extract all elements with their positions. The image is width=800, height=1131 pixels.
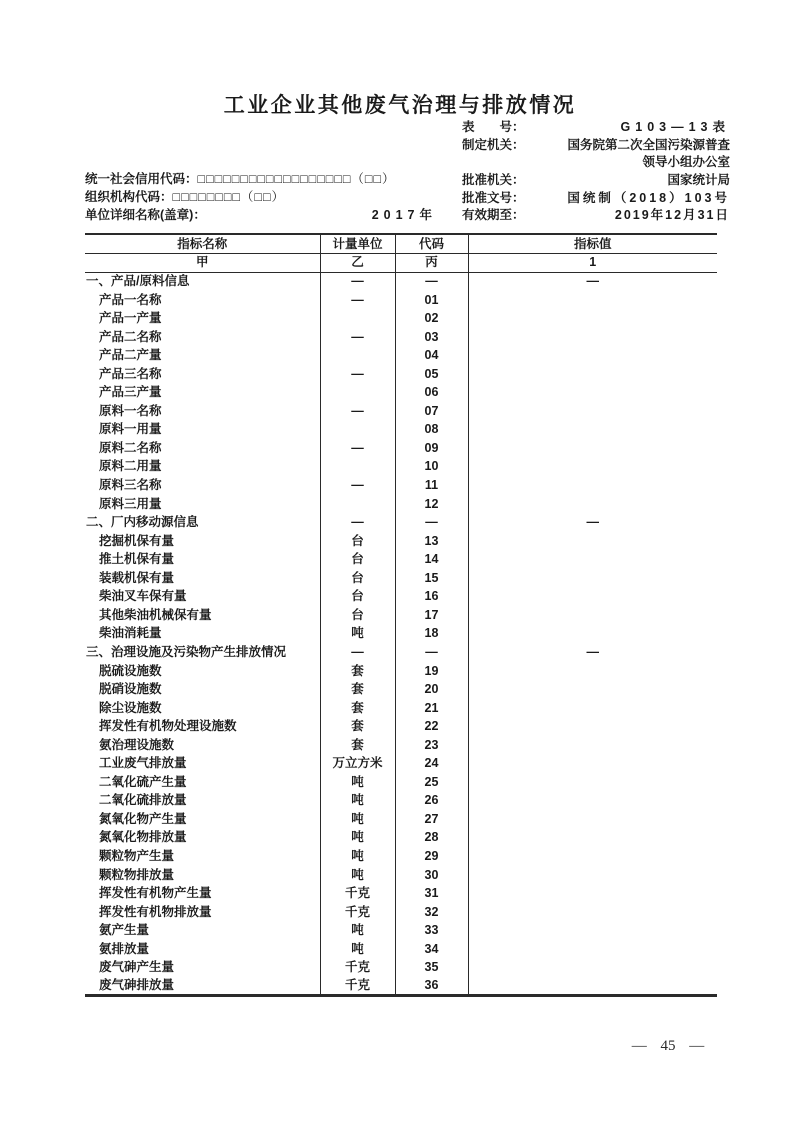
- table-row: [85, 699, 717, 718]
- indicator-table: [85, 233, 717, 997]
- org-code-boxes: □□□□□□□□（□□）: [172, 190, 286, 205]
- maker-value-line2: 领导小组办公室: [642, 155, 730, 170]
- table-row: [85, 977, 717, 996]
- indicator-table-body: [85, 272, 717, 995]
- cell-unit: 套: [320, 736, 395, 755]
- cell-indicator-name: 氨排放量: [85, 940, 320, 959]
- cell-indicator-name: 氮氧化物产生量: [85, 810, 320, 829]
- table-row: [85, 291, 717, 310]
- cell-code: 34: [395, 940, 468, 959]
- cell-unit: 套: [320, 717, 395, 736]
- table-row: [85, 736, 717, 755]
- cell-code: 01: [395, 291, 468, 310]
- maker-value-line1: 国务院第二次全国污染源普查: [567, 137, 730, 152]
- report-year: 2017年: [371, 208, 437, 223]
- cell-indicator-name: 原料三用量: [85, 495, 320, 514]
- cell-unit: 吨: [320, 828, 395, 847]
- cell-code: 32: [395, 903, 468, 922]
- cell-indicator-name: 颗粒物产生量: [85, 847, 320, 866]
- table-row: [85, 439, 717, 458]
- cell-indicator-name: 产品一名称: [85, 291, 320, 310]
- cell-indicator-name: 挥发性有机物排放量: [85, 903, 320, 922]
- cell-indicator-name: 产品二产量: [85, 346, 320, 365]
- cell-unit: 吨: [320, 940, 395, 959]
- cell-indicator-name: 废气砷产生量: [85, 958, 320, 977]
- cell-indicator-name: 三、治理设施及污染物产生排放情况: [85, 643, 320, 662]
- cell-unit: 吨: [320, 866, 395, 885]
- cell-unit: 吨: [320, 921, 395, 940]
- cell-indicator-name: 装载机保有量: [85, 569, 320, 588]
- cell-value: —: [586, 515, 599, 530]
- table-row: [85, 569, 717, 588]
- cell-unit: 吨: [320, 847, 395, 866]
- cell-unit: —: [320, 643, 395, 662]
- cell-value: [468, 365, 717, 384]
- cell-value: [468, 439, 717, 458]
- table-row: [85, 550, 717, 569]
- table-row: [85, 866, 717, 885]
- cell-value: [468, 680, 717, 699]
- cell-code: 12: [395, 495, 468, 514]
- indicator-table-head: [85, 234, 717, 272]
- unit-name-label: 单位详细名称(盖章)：: [85, 208, 206, 223]
- cell-unit: —: [320, 476, 395, 495]
- cell-unit: —: [320, 272, 395, 291]
- cell-unit: 台: [320, 550, 395, 569]
- table-row: [85, 754, 717, 773]
- cell-code: 23: [395, 736, 468, 755]
- cell-value: [468, 810, 717, 829]
- table-row: [85, 328, 717, 347]
- cell-value: [468, 736, 717, 755]
- cell-code: 26: [395, 791, 468, 810]
- cell-unit: 台: [320, 587, 395, 606]
- cell-unit: 套: [320, 699, 395, 718]
- cell-value: [468, 940, 717, 959]
- cell-indicator-name: 二氧化硫排放量: [85, 791, 320, 810]
- cell-indicator-name: 除尘设施数: [85, 699, 320, 718]
- cell-code: 02: [395, 309, 468, 328]
- table-row: [85, 773, 717, 792]
- cell-value: [468, 754, 717, 773]
- cell-code: 16: [395, 587, 468, 606]
- page-number: — 45 —: [631, 1038, 705, 1054]
- cell-unit: [320, 457, 395, 476]
- cell-value: —: [586, 274, 599, 289]
- cell-code: 19: [395, 661, 468, 680]
- cell-indicator-name: 氨治理设施数: [85, 736, 320, 755]
- cell-unit: 千克: [320, 977, 395, 996]
- table-row: [85, 272, 717, 291]
- cell-indicator-name: 原料二用量: [85, 457, 320, 476]
- cell-indicator-name: 其他柴油机械保有量: [85, 606, 320, 625]
- cell-indicator-name: 一、产品/原料信息: [85, 272, 320, 291]
- cell-code: 36: [395, 977, 468, 996]
- cell-value: [468, 402, 717, 421]
- cell-indicator-name: 原料二名称: [85, 439, 320, 458]
- cell-code: 25: [395, 773, 468, 792]
- page-title: 工业企业其他废气治理与排放情况: [223, 93, 577, 117]
- cell-code: —: [395, 272, 468, 291]
- cell-unit: 吨: [320, 791, 395, 810]
- table-row: [85, 717, 717, 736]
- cell-unit: [320, 383, 395, 402]
- table-row: [85, 309, 717, 328]
- cell-code: 03: [395, 328, 468, 347]
- table-row: [85, 847, 717, 866]
- form-number-value: G103—13表: [620, 120, 730, 134]
- table-row: [85, 495, 717, 514]
- table-row: [85, 680, 717, 699]
- doc-number-value: 国统制（2018）103号: [567, 190, 730, 205]
- cell-indicator-name: 原料三名称: [85, 476, 320, 495]
- cell-indicator-name: 氨产生量: [85, 921, 320, 940]
- cell-value: [468, 828, 717, 847]
- form-number-row: [462, 119, 730, 137]
- cell-code: 07: [395, 402, 468, 421]
- cell-code: 04: [395, 346, 468, 365]
- cell-indicator-name: 产品三名称: [85, 365, 320, 384]
- valid-until-row: [462, 207, 730, 225]
- cell-value: [468, 884, 717, 903]
- cell-unit: —: [320, 402, 395, 421]
- cell-unit: 套: [320, 680, 395, 699]
- table-row: [85, 383, 717, 402]
- cell-indicator-name: 原料一名称: [85, 402, 320, 421]
- cell-value: [468, 550, 717, 569]
- cell-unit: 台: [320, 606, 395, 625]
- cell-unit: 吨: [320, 624, 395, 643]
- cell-code: —: [395, 643, 468, 662]
- cell-value: [468, 328, 717, 347]
- cell-code: 10: [395, 457, 468, 476]
- cell-indicator-name: 推土机保有量: [85, 550, 320, 569]
- maker-row-2: [462, 154, 730, 172]
- cell-value: [468, 569, 717, 588]
- cell-code: 22: [395, 717, 468, 736]
- unit-meta-block: [85, 170, 437, 225]
- cell-value: [468, 699, 717, 718]
- cell-code: 15: [395, 569, 468, 588]
- cell-value: [468, 346, 717, 365]
- cell-indicator-name: 产品三产量: [85, 383, 320, 402]
- subheader-bing: 丙: [395, 253, 468, 272]
- cell-indicator-name: 二、厂内移动源信息: [85, 513, 320, 532]
- cell-code: 06: [395, 383, 468, 402]
- cell-indicator-name: 产品一产量: [85, 309, 320, 328]
- table-row: [85, 958, 717, 977]
- table-row: [85, 606, 717, 625]
- cell-unit: [320, 420, 395, 439]
- cell-indicator-name: 柴油消耗量: [85, 624, 320, 643]
- cell-indicator-name: 挖掘机保有量: [85, 532, 320, 551]
- table-row: [85, 903, 717, 922]
- cell-unit: 套: [320, 661, 395, 680]
- cell-unit: 台: [320, 532, 395, 551]
- doc-number-label: 批准文号：: [462, 190, 525, 205]
- cell-indicator-name: 废气砷排放量: [85, 977, 320, 996]
- cell-unit: —: [320, 328, 395, 347]
- table-row: [85, 457, 717, 476]
- cell-code: 08: [395, 420, 468, 439]
- cell-value: [468, 661, 717, 680]
- table-row: [85, 513, 717, 532]
- cell-code: 24: [395, 754, 468, 773]
- cell-unit: 千克: [320, 903, 395, 922]
- unit-name-row: [85, 206, 437, 224]
- cell-unit: 千克: [320, 958, 395, 977]
- table-row: [85, 791, 717, 810]
- cell-code: 09: [395, 439, 468, 458]
- cell-value: [468, 420, 717, 439]
- cell-indicator-name: 工业废气排放量: [85, 754, 320, 773]
- table-header-row: [85, 234, 717, 253]
- credit-code-row: [85, 170, 437, 188]
- cell-indicator-name: 挥发性有机物产生量: [85, 884, 320, 903]
- valid-until-label: 有效期至：: [462, 208, 525, 223]
- table-row: [85, 365, 717, 384]
- table-row: [85, 828, 717, 847]
- table-row: [85, 420, 717, 439]
- cell-code: 21: [395, 699, 468, 718]
- cell-value: [468, 717, 717, 736]
- table-row: [85, 532, 717, 551]
- cell-value: [468, 773, 717, 792]
- table-row: [85, 940, 717, 959]
- cell-indicator-name: 脱硫设施数: [85, 661, 320, 680]
- cell-unit: 吨: [320, 810, 395, 829]
- cell-code: 17: [395, 606, 468, 625]
- cell-value: [468, 624, 717, 643]
- header-indicator-name: 指标名称: [85, 234, 320, 253]
- cell-unit: —: [320, 513, 395, 532]
- form-number-label: 表 号：: [462, 120, 525, 134]
- approver-value: 国家统计局: [667, 173, 730, 188]
- cell-value: [468, 309, 717, 328]
- cell-code: 27: [395, 810, 468, 829]
- doc-number-row: [462, 190, 730, 208]
- cell-code: 18: [395, 624, 468, 643]
- approver-row: [462, 172, 730, 190]
- cell-code: 28: [395, 828, 468, 847]
- header-code: 代码: [395, 234, 468, 253]
- cell-code: 11: [395, 476, 468, 495]
- cell-unit: [320, 309, 395, 328]
- cell-code: 20: [395, 680, 468, 699]
- cell-indicator-name: 氮氧化物排放量: [85, 828, 320, 847]
- cell-unit: 千克: [320, 884, 395, 903]
- cell-indicator-name: 脱硝设施数: [85, 680, 320, 699]
- cell-code: 33: [395, 921, 468, 940]
- cell-code: 35: [395, 958, 468, 977]
- cell-unit: 台: [320, 569, 395, 588]
- cell-value: [468, 977, 717, 996]
- table-row: [85, 810, 717, 829]
- table-row: [85, 346, 717, 365]
- subheader-yi: 乙: [320, 253, 395, 272]
- cell-code: 14: [395, 550, 468, 569]
- approver-label: 批准机关：: [462, 173, 525, 188]
- cell-unit: —: [320, 291, 395, 310]
- org-code-label: 组织机构代码：: [85, 190, 173, 205]
- cell-indicator-name: 柴油叉车保有量: [85, 587, 320, 606]
- cell-value: [468, 291, 717, 310]
- cell-value: [468, 866, 717, 885]
- cell-value: [468, 921, 717, 940]
- cell-code: 05: [395, 365, 468, 384]
- cell-code: 13: [395, 532, 468, 551]
- header-unit: 计量单位: [320, 234, 395, 253]
- cell-value: [468, 587, 717, 606]
- cell-unit: 吨: [320, 773, 395, 792]
- cell-unit: [320, 346, 395, 365]
- cell-value: [468, 532, 717, 551]
- cell-unit: [320, 495, 395, 514]
- header-value: 指标值: [573, 236, 612, 251]
- table-row: [85, 476, 717, 495]
- cell-value: [468, 791, 717, 810]
- cell-indicator-name: 挥发性有机物处理设施数: [85, 717, 320, 736]
- table-row: [85, 921, 717, 940]
- table-row: [85, 643, 717, 662]
- cell-value: [468, 476, 717, 495]
- cell-unit: —: [320, 439, 395, 458]
- credit-code-label: 统一社会信用代码：: [85, 172, 198, 186]
- credit-code-boxes: □□□□□□□□□□□□□□□□□□（□□）: [197, 172, 396, 186]
- cell-value: [468, 457, 717, 476]
- cell-value: [468, 903, 717, 922]
- table-row: [85, 587, 717, 606]
- cell-value: [468, 383, 717, 402]
- cell-unit: 万立方米: [320, 754, 395, 773]
- cell-value: [468, 606, 717, 625]
- maker-row: [462, 137, 730, 155]
- org-code-row: [85, 188, 437, 206]
- table-subheader-row: [85, 253, 717, 272]
- maker-label: 制定机关：: [462, 137, 525, 152]
- cell-value: [468, 847, 717, 866]
- cell-value: —: [586, 644, 599, 659]
- cell-indicator-name: 产品二名称: [85, 328, 320, 347]
- table-row: [85, 661, 717, 680]
- cell-code: —: [395, 513, 468, 532]
- cell-unit: —: [320, 365, 395, 384]
- table-row: [85, 884, 717, 903]
- cell-code: 29: [395, 847, 468, 866]
- cell-code: 30: [395, 866, 468, 885]
- cell-indicator-name: 二氧化硫产生量: [85, 773, 320, 792]
- subheader-jia: 甲: [85, 253, 320, 272]
- cell-value: [468, 495, 717, 514]
- cell-value: [468, 958, 717, 977]
- subheader-1: 1: [589, 255, 597, 270]
- table-row: [85, 624, 717, 643]
- valid-until-value: 2019年12月31日: [614, 208, 730, 223]
- cell-indicator-name: 原料一用量: [85, 420, 320, 439]
- cell-indicator-name: 颗粒物排放量: [85, 866, 320, 885]
- cell-code: 31: [395, 884, 468, 903]
- form-meta-block: [462, 119, 730, 225]
- table-row: [85, 402, 717, 421]
